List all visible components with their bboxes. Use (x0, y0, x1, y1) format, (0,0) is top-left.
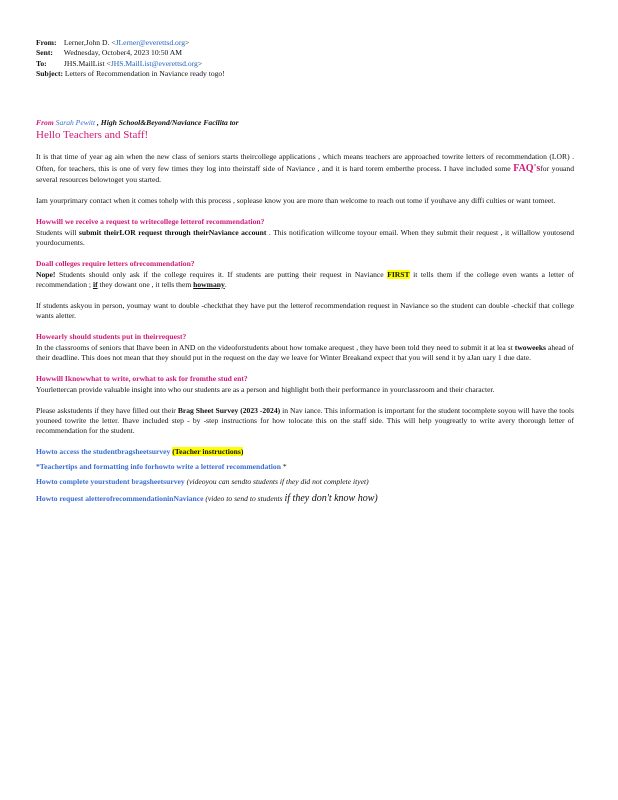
subject-label: Subject: (36, 68, 63, 78)
sender-role-suffix: Facilita tor (203, 118, 239, 127)
answer-5-start: Please askstudents if they have filled out their (36, 405, 176, 415)
answer-1-bold: submit theirLOR request through theirNaviance account (78, 227, 267, 237)
video-note-d: (video to (205, 494, 233, 504)
answer-1 (36, 228, 574, 248)
link-teacher-tips[interactable]: *Teachertips and formatting info forhowto write a letterof recommendation (36, 462, 281, 472)
body-from-line (36, 118, 574, 128)
asterisk: * (282, 462, 287, 472)
video-note-a: (videoyou can (186, 477, 230, 487)
resource-link-row-3 (36, 477, 574, 487)
answer-3-bold: twoweeks (514, 342, 547, 352)
intro-paragraph-1 (36, 152, 574, 185)
question-4: Howwill Iknowwhat to write, orwhat to ask for fromthe stud ent? (36, 373, 248, 383)
faq-label: FAQ's (513, 162, 541, 174)
answer-2 (36, 270, 574, 290)
answer-2-end: . (224, 279, 227, 289)
email-body (36, 118, 574, 510)
brag-sheet-survey-label: Brag Sheet Survey (2023 -2024) (177, 405, 281, 415)
resource-link-row-4 (36, 492, 574, 505)
link-access-brag-sheet[interactable]: Howto access the studentbragsheetsurvey (36, 447, 171, 457)
answer-5-end: in Nav iance. This information is important for the student tocomplete soyou will have the tools youneed towrite the letter. Ihave included step - by -step instructions for how tolocate this on the staff side. This will help yougreatly to write avery thorough letter of recommendation for the student. (36, 405, 574, 435)
highlight-first: FIRST (387, 269, 410, 279)
answer-2-if: if (92, 279, 98, 289)
answer-3-end: ahead of their deadline. This does not mean that they should put in the request on the day we leave for Winter Breakand expect that you will send it by aJan uary 1 due date. (36, 342, 574, 362)
answer-2-text-3: they dowant one , it tells them (99, 279, 192, 289)
answer-2-text: Students should only ask if the college requires it. If students are putting their request in Naviance (58, 269, 384, 279)
from-label: From: (36, 38, 57, 47)
to-row: To: JHS.MailList <JHS.MailList@everettsd.org> (36, 58, 203, 68)
intro-paragraph-2: Iam yourprimary contact when it comes tohelp with this process , soplease know you are more than welcome to reach out tome if youhave any diffi culties or want tomeet. (36, 195, 556, 205)
to-email-link[interactable]: JHS.MailList@everettsd.org (110, 58, 198, 68)
sent-label: Sent: (36, 48, 53, 58)
resource-links (36, 447, 574, 505)
answer-1-end: . This notification willcome toyour email. When they submit their request , it willallow youtosend yourdocuments. (36, 227, 574, 247)
to-label: To: (36, 58, 47, 68)
sent-value: Wednesday, October4, 2023 10:50 AM (63, 48, 183, 58)
video-note-e: send to students (234, 494, 283, 504)
answer-2-nope: Nope! (36, 269, 56, 279)
from-email-link[interactable]: JLerner@everettsd.org (115, 38, 186, 47)
video-note-f: if they don't know how) (284, 493, 378, 505)
from-row: From: Lerner,John D. <JLerner@everettsd.org> (36, 38, 190, 47)
answer-3 (36, 343, 574, 363)
from-name: Lerner,John D. (63, 38, 110, 47)
answer-1-start: Students will (36, 227, 77, 237)
video-note-b: sendto students (231, 477, 278, 487)
intro-text: It is that time of year ag ain when the new class of seniors starts theircollege applications , which means teachers are approached towrite letters of recommendation (LOR) . Often, for teachers, this is one of very few times they log into theirstaff side of Naviance , and it is hard torem emberthe process. I have included some (36, 151, 574, 173)
answer-2-text-2: it tells them if the college even wants a letter of recommendation ; (36, 269, 575, 289)
answer-2-howmany: howmany (193, 279, 225, 289)
subject-value: Letters of Recommendation in Naviance ready togo! (64, 68, 225, 78)
greeting: Hello Teachers and Staff! (36, 129, 149, 142)
subject-row (36, 69, 456, 79)
to-name: JHS.MailList (63, 58, 105, 68)
video-note-c: if they did not complete ityet) (279, 477, 369, 487)
sent-row (36, 48, 456, 58)
question-3: Howearly should students put in theirrequest? (36, 331, 187, 341)
question-1: Howwill we receive a request to writecollege letterof recommendation? (36, 216, 265, 226)
answer-2b: If students askyou in person, youmay want to double -checkthat they have put the letterof recommendation request in Naviance so the student can double -checkif that college wants aletter. (36, 300, 574, 320)
resource-link-row-1 (36, 447, 574, 457)
answer-5 (36, 406, 574, 436)
from-prefix: From (36, 118, 54, 127)
sender-name: Sarah Pewitt (55, 118, 96, 127)
link-request-lor-naviance[interactable]: Howto request aletterofrecommendationinNaviance (36, 494, 204, 504)
sender-role: , High School&Beyond/Naviance (97, 118, 202, 127)
link-complete-brag-sheet[interactable]: Howto complete yourstudent bragsheetsurvey (36, 477, 185, 487)
intro-text-end: for youand several resources belowtoget you started. (36, 163, 575, 184)
answer-4: Yourlettercan provide valuable insight into who our students are as a person and highlight both their performance in yourclassroom and their character. (36, 384, 495, 394)
resource-link-row-2 (36, 462, 574, 472)
teacher-instructions-note: (Teacher instructions) (172, 447, 244, 457)
answer-3-start: In the classrooms of seniors that Ihave been in AND on the videoforstudents about how tomake arequest , they have been told they need to submit it at lea st (36, 342, 513, 352)
email-header (36, 38, 456, 79)
question-2: Doall colleges require letters ofrecommendation? (36, 258, 195, 268)
